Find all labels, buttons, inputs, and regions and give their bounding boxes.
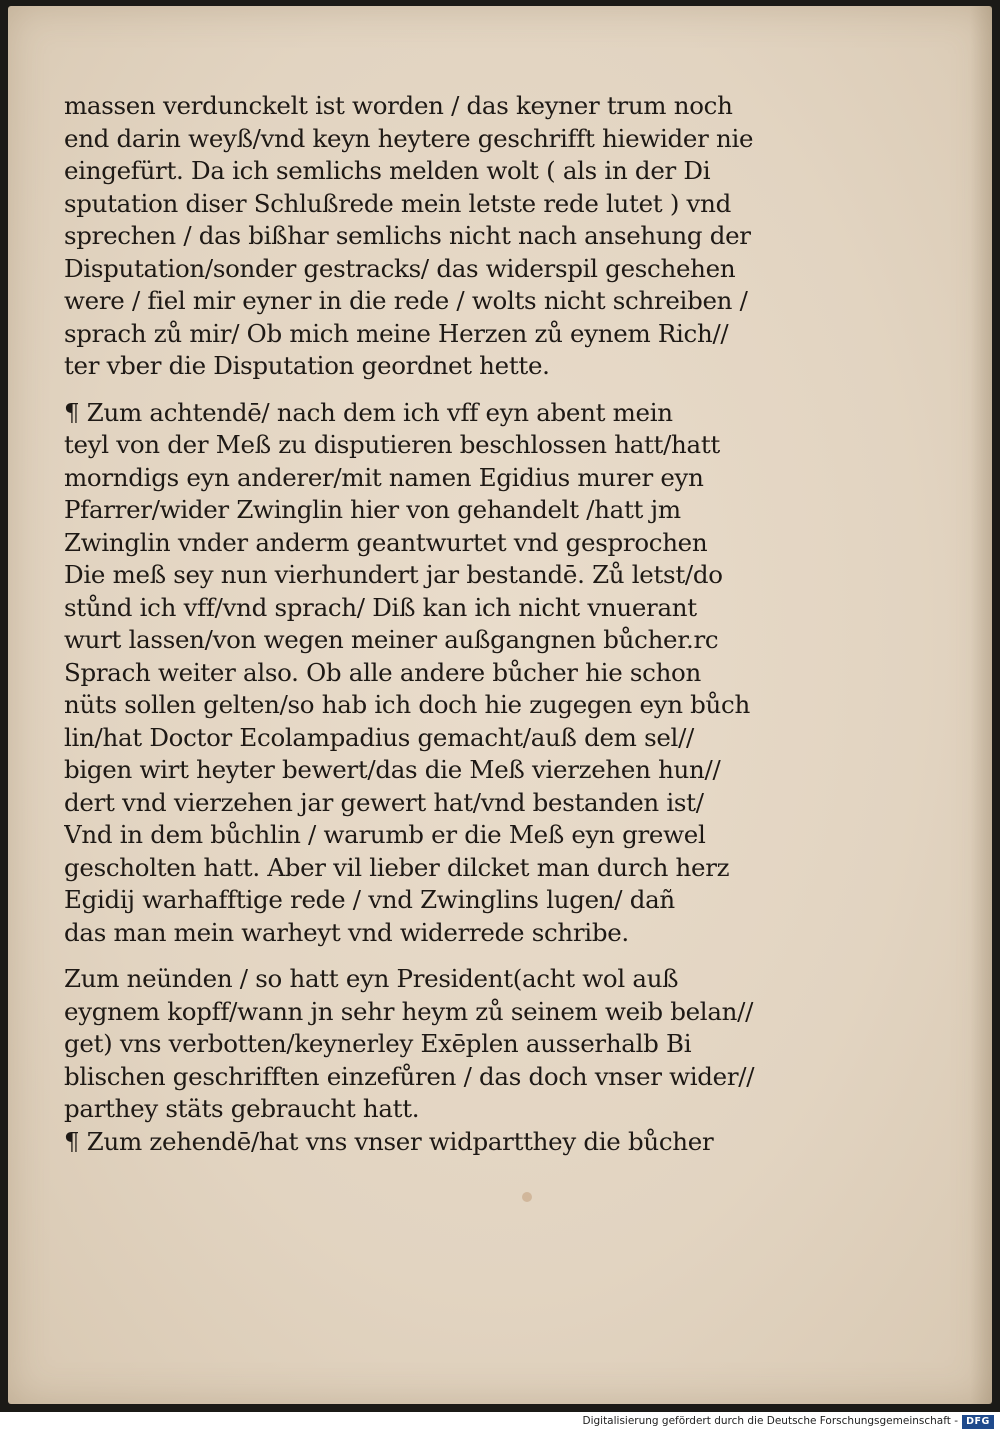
paragraph-2 <box>64 397 784 950</box>
text-line: teyl von der Meß zu disputieren beschlossen hatt/hatt <box>64 430 720 459</box>
dfg-logo-icon: DFG <box>962 1415 994 1429</box>
text-line: massen verdunckelt ist worden / das keyner trum noch <box>64 91 733 120</box>
paragraph-1 <box>64 90 784 383</box>
text-line: das man mein warheyt vnd widerrede schribe. <box>64 917 629 947</box>
page-text <box>64 90 784 1158</box>
text-line: blischen geschrifften einzefůren / das doch vnser wider// <box>64 1061 755 1091</box>
text-line: morndigs eyn anderer/mit namen Egidius murer eyn <box>64 462 704 492</box>
text-line: Egidij warhafftige rede / vnd Zwinglins lugen/ dañ <box>64 885 675 914</box>
text-line: Die meß sey nun vierhundert jar bestandē. Zů letst/do <box>64 560 723 589</box>
text-line: end darin weyß/vnd keyn heytere geschrifft hiewider nie <box>64 123 754 153</box>
text-line: Disputation/sonder gestracks/ das widerspil geschehen <box>64 253 736 283</box>
text-line: gescholten hatt. Aber vil lieber dilcket man durch herz <box>64 852 730 882</box>
book-page <box>8 6 992 1404</box>
text-line: get) vns verbotten/keynerley Exēplen ausserhalb Bi <box>64 1029 692 1058</box>
text-line: sprechen / das bißhar semlichs nicht nach ansehung der <box>64 221 751 250</box>
text-line: Pfarrer/wider Zwinglin hier von gehandelt /hatt jm <box>64 495 681 524</box>
text-line: sprach zů mir/ Ob mich meine Herzen zů eynem Rich// <box>64 318 729 348</box>
text-line: bigen wirt heyter bewert/das die Meß vierzehen hun// <box>64 755 721 784</box>
text-line: Sprach weiter also. Ob alle andere bůcher hie schon <box>64 657 701 687</box>
text-line: Zum neünden / so hatt eyn President(acht wol auß <box>64 964 679 993</box>
text-line: Zwinglin vnder anderm geantwurtet vnd gesprochen <box>64 527 708 557</box>
text-line: stůnd ich vff/vnd sprach/ Diß kan ich nicht vnuerant <box>64 592 697 622</box>
paper-stain <box>522 1192 532 1202</box>
footer-credit: Digitalisierung gefördert durch die Deutsche Forschungsgemeinschaft - <box>582 1415 958 1427</box>
text-line: ¶ Zum achtendē/ nach dem ich vff eyn abent mein <box>64 397 673 427</box>
text-line: were / fiel mir eyner in die rede / wolts nicht schreiben / <box>64 286 748 315</box>
text-line: eingefürt. Da ich semlichs melden wolt ( als in der Di <box>64 156 711 185</box>
page-gutter-shadow <box>970 6 992 1404</box>
text-line: lin/hat Doctor Ecolampadius gemacht/auß dem sel// <box>64 722 694 752</box>
paragraph-3 <box>64 963 784 1126</box>
text-line: parthey stäts gebraucht hatt. <box>64 1094 420 1123</box>
digitization-footer <box>0 1412 1000 1432</box>
text-line: dert vnd vierzehen jar gewert hat/vnd bestanden ist/ <box>64 787 704 817</box>
text-line: wurt lassen/von wegen meiner außgangnen bůcher.rc <box>64 625 719 654</box>
text-line: ter vber die Disputation geordnet hette. <box>64 351 550 380</box>
text-line: nüts sollen gelten/so hab ich doch hie zugegen eyn bůch <box>64 690 750 719</box>
text-line: eygnem kopff/wann jn sehr heym zů seinem weib belan// <box>64 996 754 1026</box>
text-line: sputation diser Schlußrede mein letste rede lutet ) vnd <box>64 188 731 218</box>
text-line: Vnd in dem bůchlin / warumb er die Meß eyn grewel <box>64 820 706 849</box>
text-line: ¶ Zum zehendē/hat vns vnser widpartthey die bůcher <box>64 1126 714 1156</box>
paragraph-4 <box>64 1126 784 1159</box>
